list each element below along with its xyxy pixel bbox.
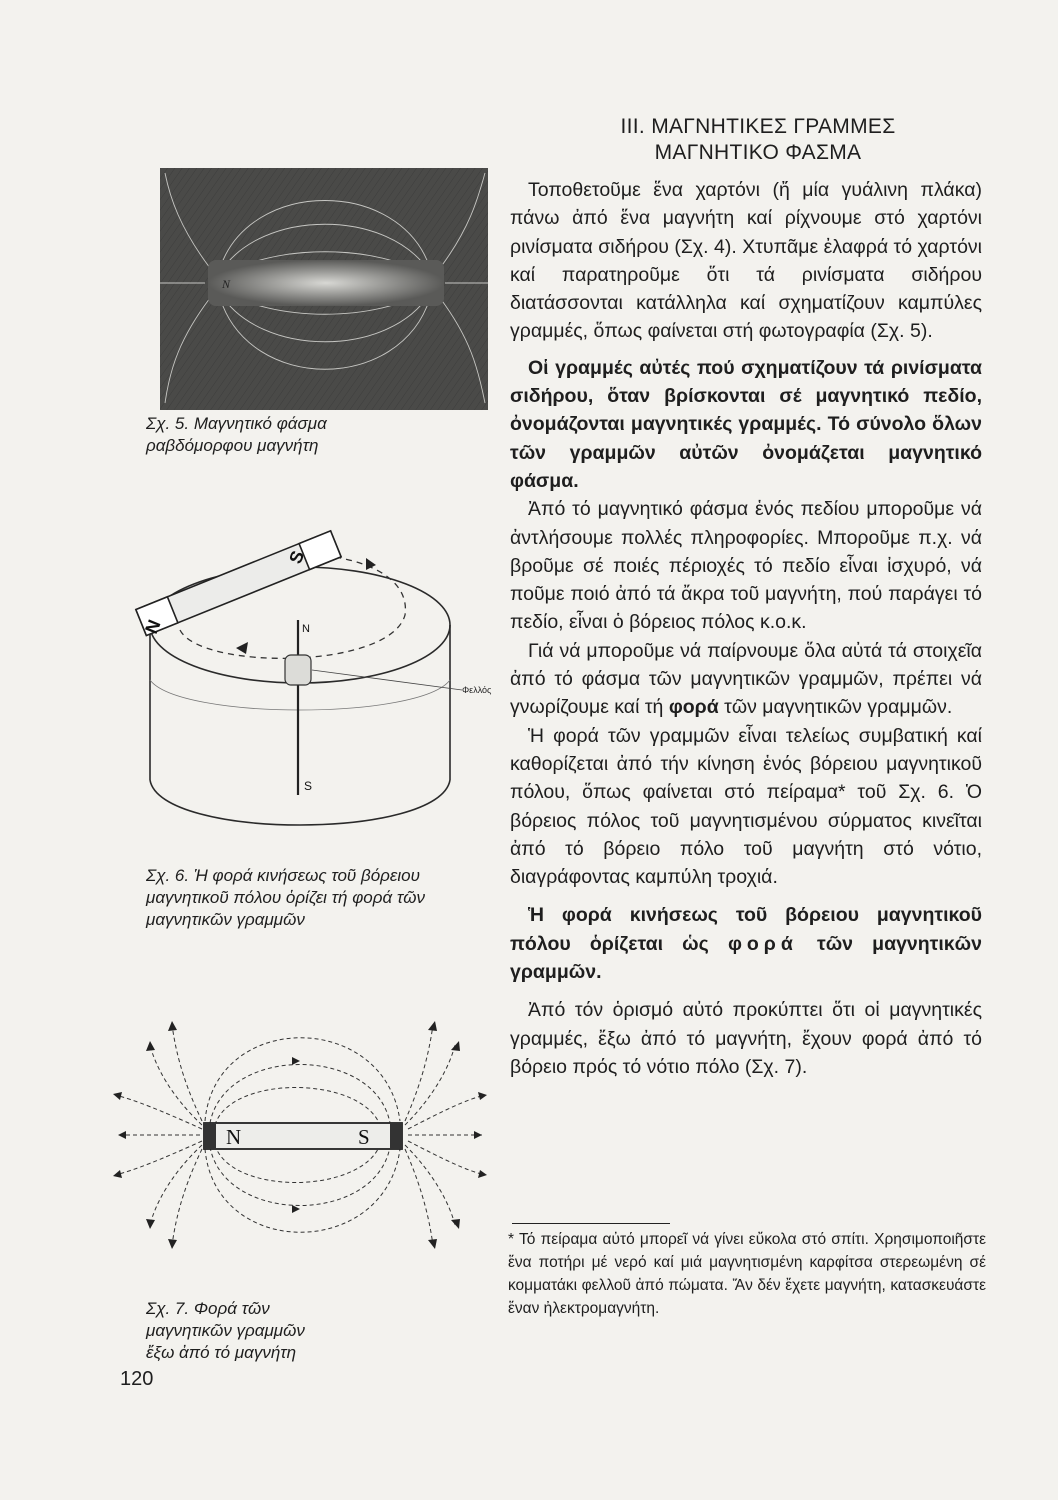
figure-5-iron-filings-photo — [160, 168, 488, 410]
fig6-cork-label: Φελλός — [462, 685, 492, 695]
fig6-arrow-2 — [236, 642, 248, 654]
figure-7-caption: Σχ. 7. Φορά τῶν μαγνητικῶν γραμμῶν ἔξω ἀπό τό μαγνήτη — [146, 1299, 305, 1362]
footnote: * Τό πείραμα αὐτό μπορεῖ νά γίνει εὔκολα στό σπίτι. Χρησιμοποιῆστε ἕνα ποτήρι μέ νερό καί μιά μαγνητισμένη καρφίτσα στερεωμένη σέ κομματάκι φελλοῦ ἀπό πώματα. Ἄν δέν ἔχετε μαγνήτη, κατασκευάστε ἕναν ἠλεκτρομαγνήτη. — [508, 1231, 986, 1317]
paragraph-intro: Τοποθετοῦμε ἕνα χαρτόνι (ἤ μία γυάλινη πλάκα) πάνω ἀπό ἕνα μαγνήτη καί ρίχνουμε στό χαρτόνι ρινίσματα σιδήρου (Σχ. 4). Χτυπᾶμε ἐλαφρά τό χαρτόνι καί παρατηροῦμε ὅτι τά ρινίσματα σιδήρου διατάσσονται κατάλληλα καί σχηματίζουν καμπύλες γραμμές, ὅπως φαίνεται στή φωτογραφία (Σχ. 5). — [510, 179, 982, 343]
fig6-needle-n-label: N — [302, 623, 310, 635]
figure-7-field-lines — [110, 995, 490, 1290]
figure-6-caption: Σχ. 6. Ἡ φορά κινήσεως τοῦ βόρειου μαγνητικοῦ πόλου ὁρίζει τή φορά τῶν μαγνητικῶν γραμμῶν — [146, 866, 425, 929]
fig6-beaker-bottom — [150, 780, 450, 825]
fig7-magnet-s-end — [390, 1123, 402, 1149]
page-number: 120 — [120, 1368, 154, 1390]
fig7-magnet-s-label: S — [358, 1125, 370, 1149]
fig5-bar-magnet — [208, 260, 444, 306]
definition-direction-start: Ἡ φορά κινήσεως τοῦ βόρειου μαγνητικοῦ πόλου ὁρίζεται ὡς — [510, 904, 982, 955]
figure-5-caption: Σχ. 5. Μαγνητικό φάσμα ραβδόμορφου μαγνήτη — [146, 414, 327, 455]
paragraph-direction-bold: φορά — [668, 696, 719, 719]
fig6-magnet-s-label: S — [285, 547, 309, 567]
fig6-bar-magnet — [136, 531, 341, 636]
paragraph-conclusion: Ἀπό τόν ὁρισμό αὐτό προκύπτει ὅτι οἱ μαγνητικές γραμμές, ἔξω ἀπό τό μαγνήτη, ἔχουν φορά ἀπό τό βόρειο πρός τό νότιο πόλο (Σχ. 7). — [510, 999, 982, 1078]
paragraph-direction-end: τῶν μαγνητικῶν γραμμῶν. — [724, 696, 953, 719]
paragraph-direction — [510, 637, 982, 722]
fig6-cork — [285, 655, 311, 685]
fig7-magnet-n-end — [204, 1123, 216, 1149]
definition-direction-spaced: φορά — [727, 932, 798, 955]
fig6-arrow-1 — [366, 558, 376, 570]
paragraph-direction-start: Γιά νά μποροῦμε νά παίρνουμε ὅλα αὐτά τά στοιχεῖα ἀπό τό φάσμα τῶν μαγνητικῶν γραμμῶν, πρέπει νά γνωρίζουμε καί τή — [510, 639, 982, 719]
section-heading — [523, 114, 993, 166]
definition-direction-end: τῶν μαγνητικῶν γραμμῶν. — [510, 932, 982, 984]
paragraph-convention: Ἡ φορά τῶν γραμμῶν εἶναι τελείως συμβατική καί καθορίζεται ἀπό τήν κίνηση ἑνός βόρειου μαγνητικοῦ πόλου, ὅπως φαίνεται στό πείραμα* τοῦ Σχ. 6. Ὁ βόρειος πόλος τοῦ μαγνητισμένου σύρματος κινεῖται ἀπό τό βόρειο πόλο τοῦ μαγνήτη στό νότιο, διαγράφοντας καμπύλη τροχιά. — [510, 724, 982, 889]
section-heading-line1: III. ΜΑΓΝΗΤΙΚΕΣ ΓΡΑΜΜΕΣ — [620, 115, 896, 138]
paragraph-information: Ἀπό τό μαγνητικό φάσμα ἑνός πεδίου μποροῦμε νά ἀντλήσουμε πολλές πληροφορίες. Μποροῦμε π.χ. νά βροῦμε σέ ποιές πέριοχές τό πεδίο εἶναι ἰσχυρό, νά ποῦμε ποιό ἀπό τά ἄκρα τοῦ μαγνήτη, πού παράγει τό πεδίο, εἶναι ὁ βόρειος πόλος κ.ο.κ. — [510, 498, 982, 634]
main-text-column — [510, 176, 982, 1081]
fig7-magnet-n-label: N — [226, 1125, 242, 1149]
definition-magnetic-lines: Οἱ γραμμές αὐτές πού σχηματίζουν τά ρινίσματα σιδήρου, ὅταν βρίσκονται σέ μαγνητικό πεδίο, ὀνομάζονται μαγνητικές γραμμές. Τό σύνολο ὅλων τῶν γραμμῶν αὐτῶν ὀνομάζεται μαγνητικό φάσμα. — [510, 356, 982, 492]
fig6-needle-s-label: S — [304, 779, 313, 793]
section-heading-line2: ΜΑΓΝΗΤΙΚΟ ΦΑΣΜΑ — [654, 141, 862, 164]
fig5-magnet-n-label: N — [222, 277, 231, 291]
footnote-rule — [512, 1223, 670, 1224]
fig6-magnet-n-label: N — [141, 616, 165, 637]
definition-direction — [510, 901, 982, 986]
figure-6-beaker-experiment — [140, 520, 510, 850]
